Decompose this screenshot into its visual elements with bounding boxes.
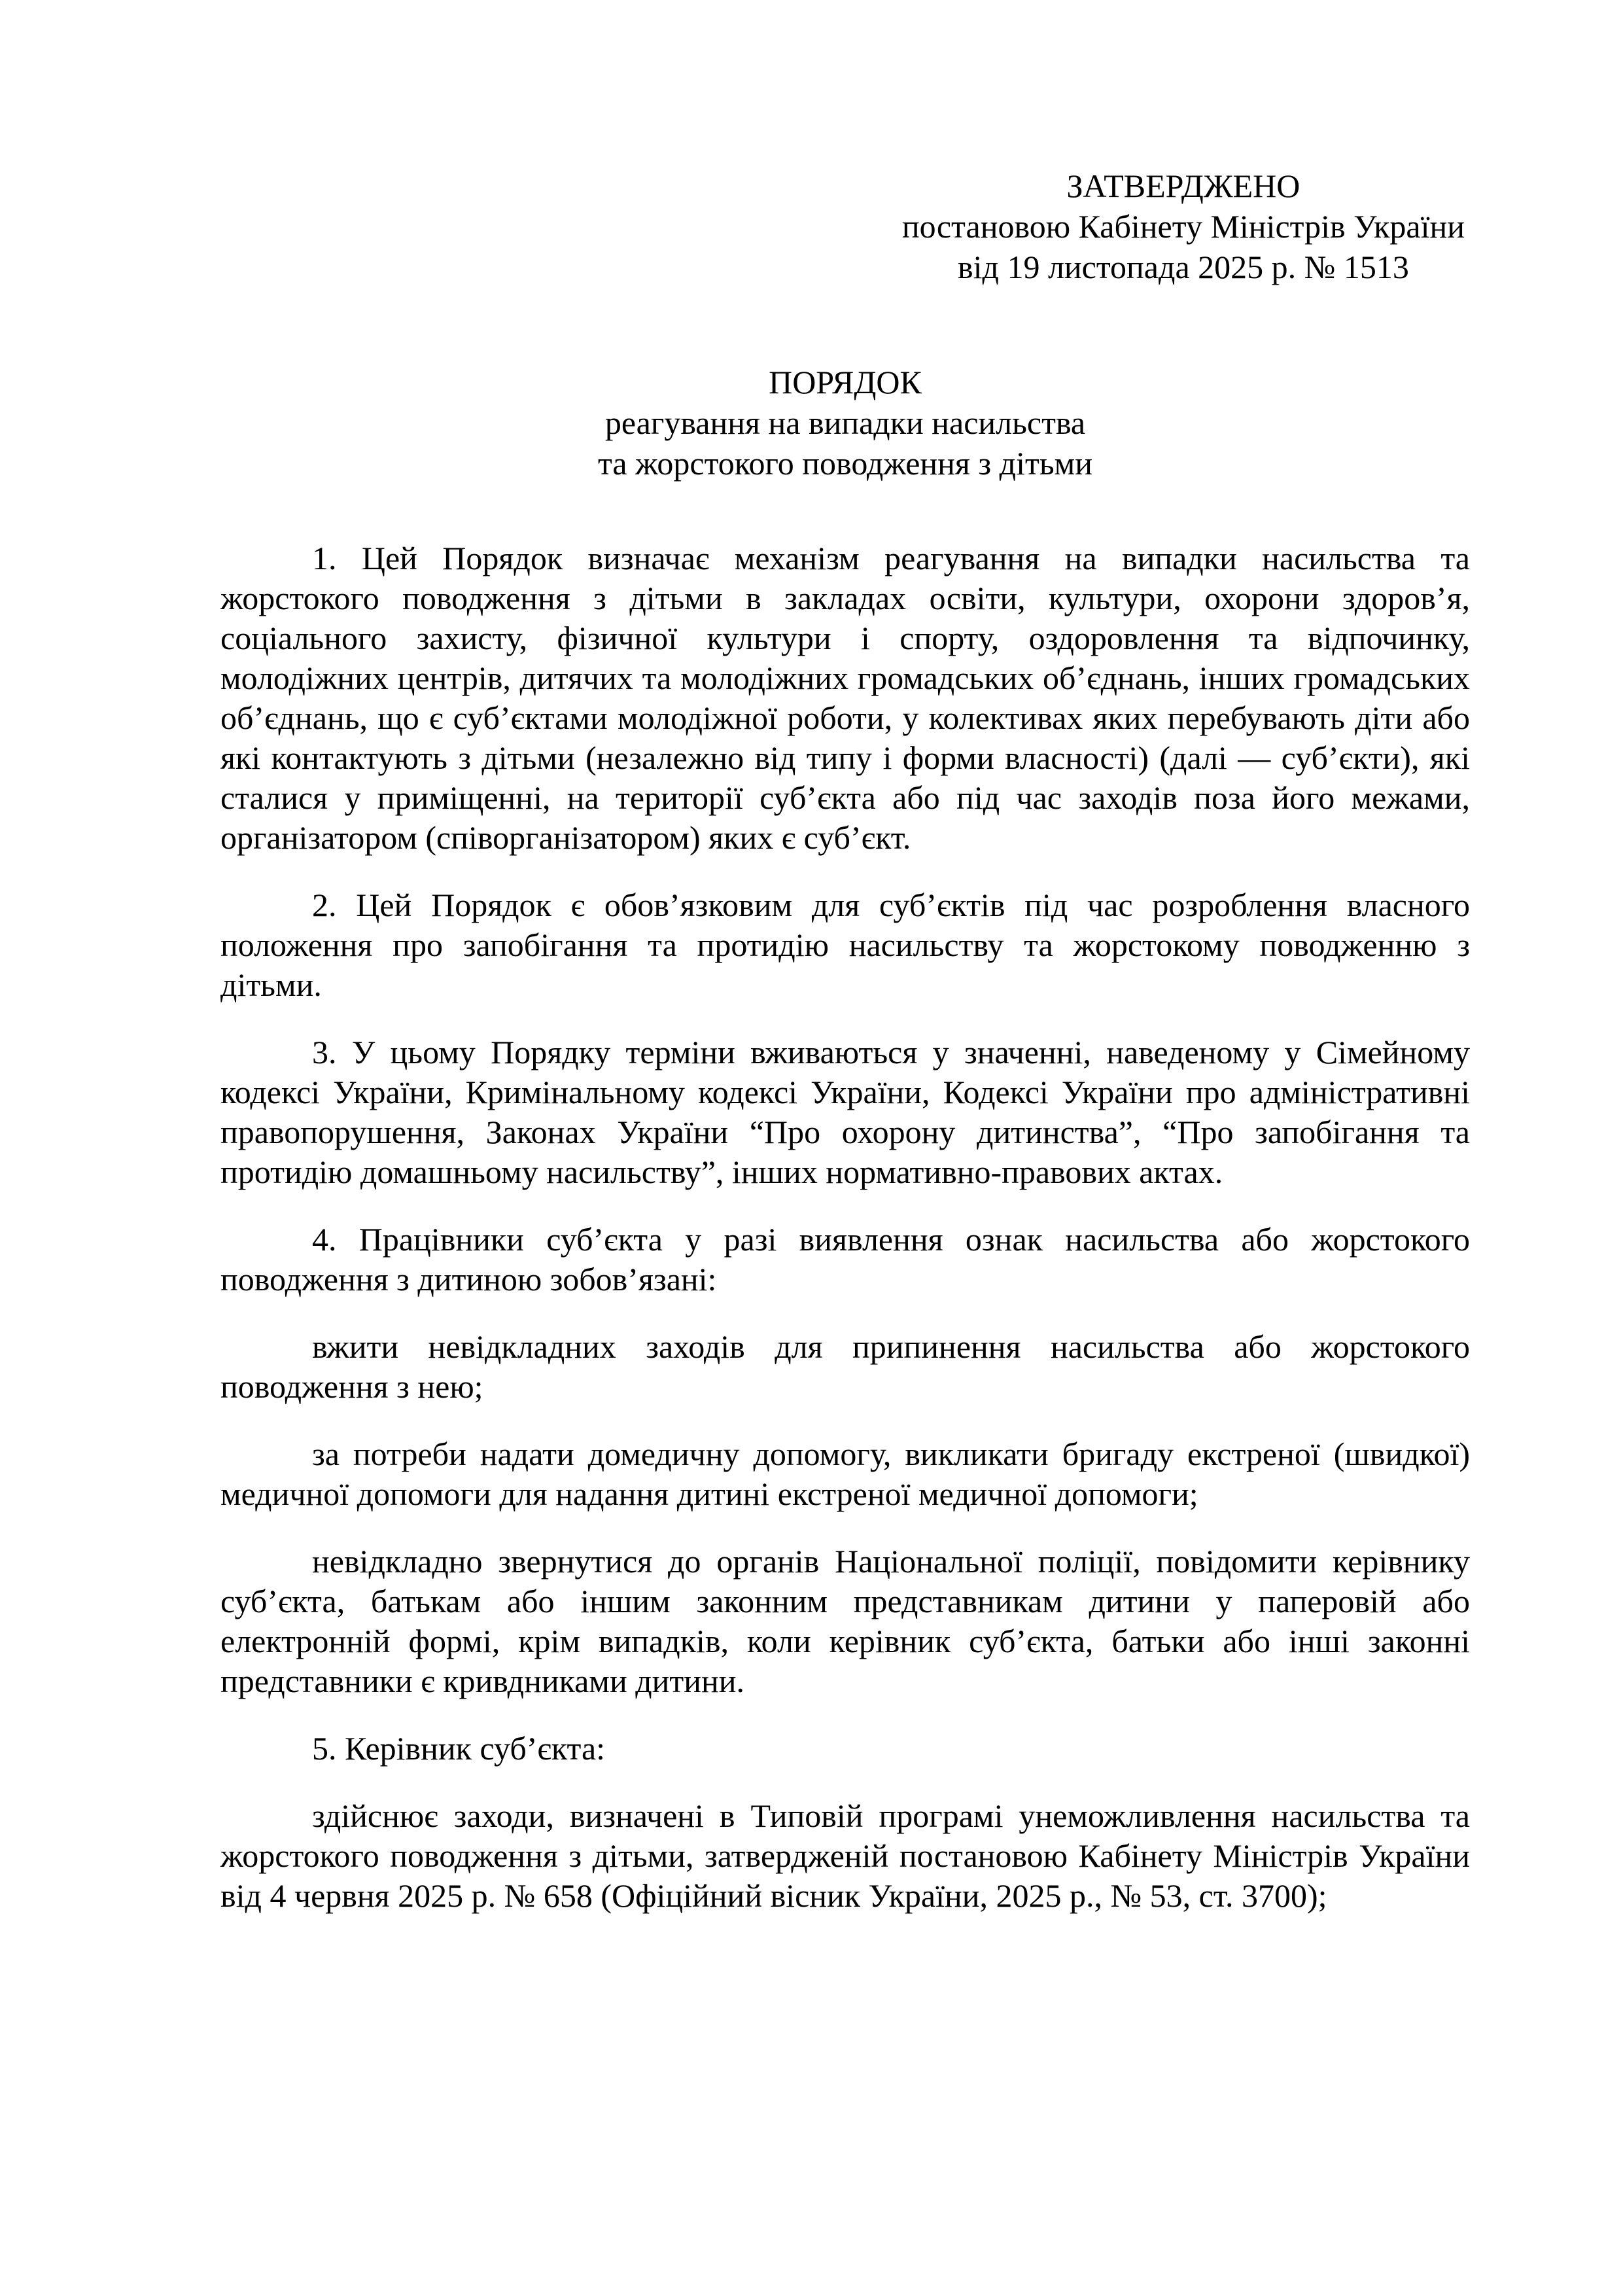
approval-stamp-label: ЗАТВЕРДЖЕНО	[1066, 168, 1300, 204]
document-subtitle-line-1: реагування на випадки насильства	[604, 404, 1086, 441]
paragraph-4-subitem-1: вжити невідкладних заходів для припинення насильства або жорстокого поводження з нею;	[220, 1328, 1470, 1405]
approval-block	[902, 166, 1465, 287]
approval-date-number-line: від 19 листопада 2025 р. № 1513	[958, 249, 1409, 285]
document-body	[220, 539, 1470, 1916]
paragraph-3: 3. У цьому Порядку терміни вживаються у значенні, наведеному у Сімейному кодексі України, Кримінальному кодексі України, Кодексі України про адміністративні правопорушення, Законах України “Про охорону дитинства”, “Про запобігання та протидію домашньому насильству”, інших нормативно-правових актах.	[220, 1034, 1470, 1190]
document-title: ПОРЯДОК	[769, 364, 922, 400]
paragraph-4-subitem-2: за потреби надати домедичну допомогу, викликати бригаду екстреної (швидкої) медичної допомоги для надання дитині екстреної медичної допомоги;	[220, 1436, 1470, 1512]
paragraph-4-subitem-3: невідкладно звернутися до органів Національної поліції, повідомити керівнику суб’єкта, батькам або іншим законним представникам дитини у паперовій або електронній формі, крім випадків, коли керівник суб’єкта, батьки або інші законні представники є кривдниками дитини.	[220, 1543, 1470, 1699]
approval-authority-line: постановою Кабінету Міністрів України	[901, 208, 1465, 245]
paragraph-2: 2. Цей Порядок є обов’язковим для суб’єктів під час розроблення власного положення про запобігання та протидію насильству та жорстокому поводженню з дітьми.	[220, 887, 1470, 1003]
paragraph-1: 1. Цей Порядок визначає механізм реагування на випадки насильства та жорстокого поводження з дітьми в закладах освіти, культури, охорони здоров’я, соціального захисту, фізичної культури і спорту, оздоровлення та відпочинку, молодіжних центрів, дитячих та молодіжних громадських об’єднань, інших громадських об’єднань, що є суб’єктами молодіжної роботи, у колективах яких перебувають діти або які контактують з дітьми (незалежно від типу і форми власності) (далі — суб’єкти), які сталися у приміщенні, на території суб’єкта або під час заходів поза його межами, організатором (співорганізатором) яких є суб’єкт.	[220, 540, 1470, 856]
paragraph-5-subitem-1: здійснює заходи, визначені в Типовій програмі унеможливлення насильства та жорстокого поводження з дітьми, затвердженій постановою Кабінету Міністрів України від 4 червня 2025 р. № 658 (Офіційний вісник України, 2025 р., № 53, ст. 3700);	[220, 1797, 1470, 1914]
paragraph-5: 5. Керівник суб’єкта:	[312, 1730, 606, 1767]
document-subtitle-line-2: та жорстокого поводження з дітьми	[597, 445, 1093, 482]
document-title-block	[220, 362, 1470, 484]
paragraph-4: 4. Працівники суб’єкта у разі виявлення ознак насильства або жорстокого поводження з дитиною зобов’язані:	[220, 1221, 1470, 1298]
